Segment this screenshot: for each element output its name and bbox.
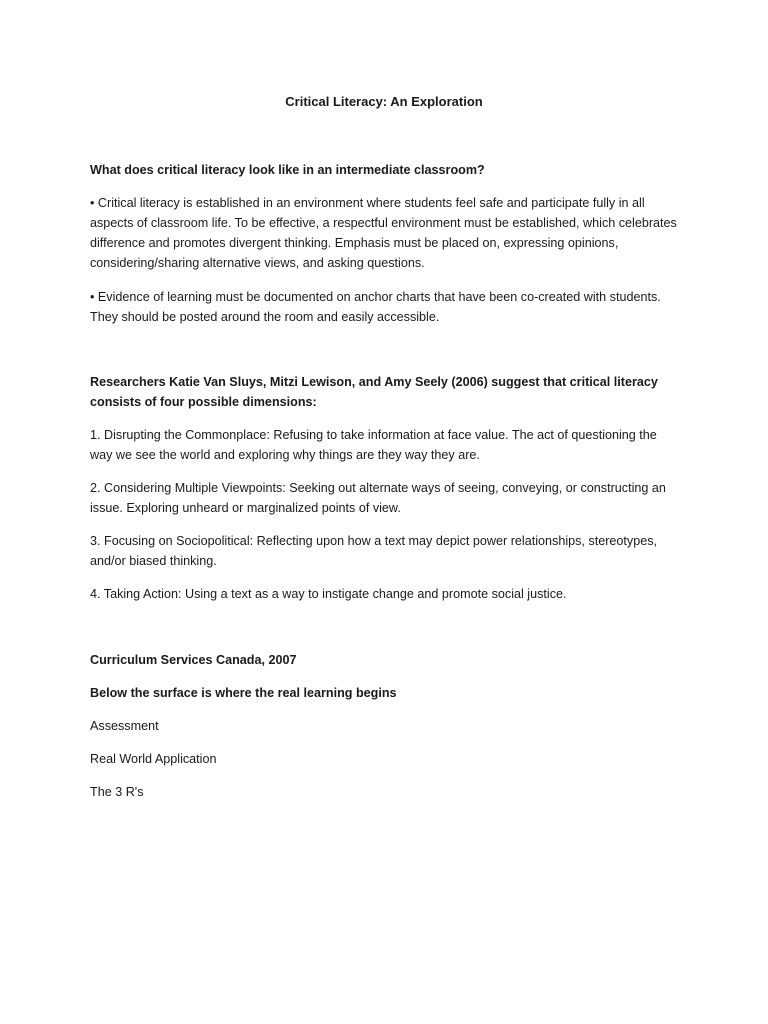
- surface-heading: Below the surface is where the real learning begins: [90, 686, 397, 700]
- dimension-3: 3. Focusing on Sociopolitical: Reflecting upon how a text may depict power relationships, stereotypes, and/or biased thinking.: [90, 534, 658, 568]
- list-item-assessment: Assessment: [90, 719, 159, 733]
- bullet-paragraph-1: • Critical literacy is established in an environment where students feel safe and participate fully in all aspects of classroom life. To be effective, a respectful environment must be established, which celebrates difference and promotes divergent thinking. Emphasis must be placed on, expressing opinions, considering/sharing alternative views, and asking questions.: [90, 196, 677, 270]
- dimension-4: 4. Taking Action: Using a text as a way to instigate change and promote social justice.: [90, 587, 567, 601]
- bullet-paragraph-2: • Evidence of learning must be documented on anchor charts that have been co-created with students. They should be posted around the room and easily accessible.: [90, 290, 661, 324]
- document-title: Critical Literacy: An Exploration: [285, 94, 483, 109]
- dimension-1: 1. Disrupting the Commonplace: Refusing to take information at face value. The act of questioning the way we see the world and exploring why things are they way they are.: [90, 428, 657, 462]
- source-citation: Curriculum Services Canada, 2007: [90, 653, 297, 667]
- list-item-real-world-application: Real World Application: [90, 752, 217, 766]
- dimension-2: 2. Considering Multiple Viewpoints: Seeking out alternate ways of seeing, conveying, or constructing an issue. Exploring unheard or marginalized points of view.: [90, 481, 666, 515]
- researchers-intro: Researchers Katie Van Sluys, Mitzi Lewison, and Amy Seely (2006) suggest that critical literacy consists of four possible dimensions:: [90, 375, 658, 409]
- list-item-three-rs: The 3 R's: [90, 785, 144, 799]
- section-question: What does critical literacy look like in an intermediate classroom?: [90, 163, 485, 177]
